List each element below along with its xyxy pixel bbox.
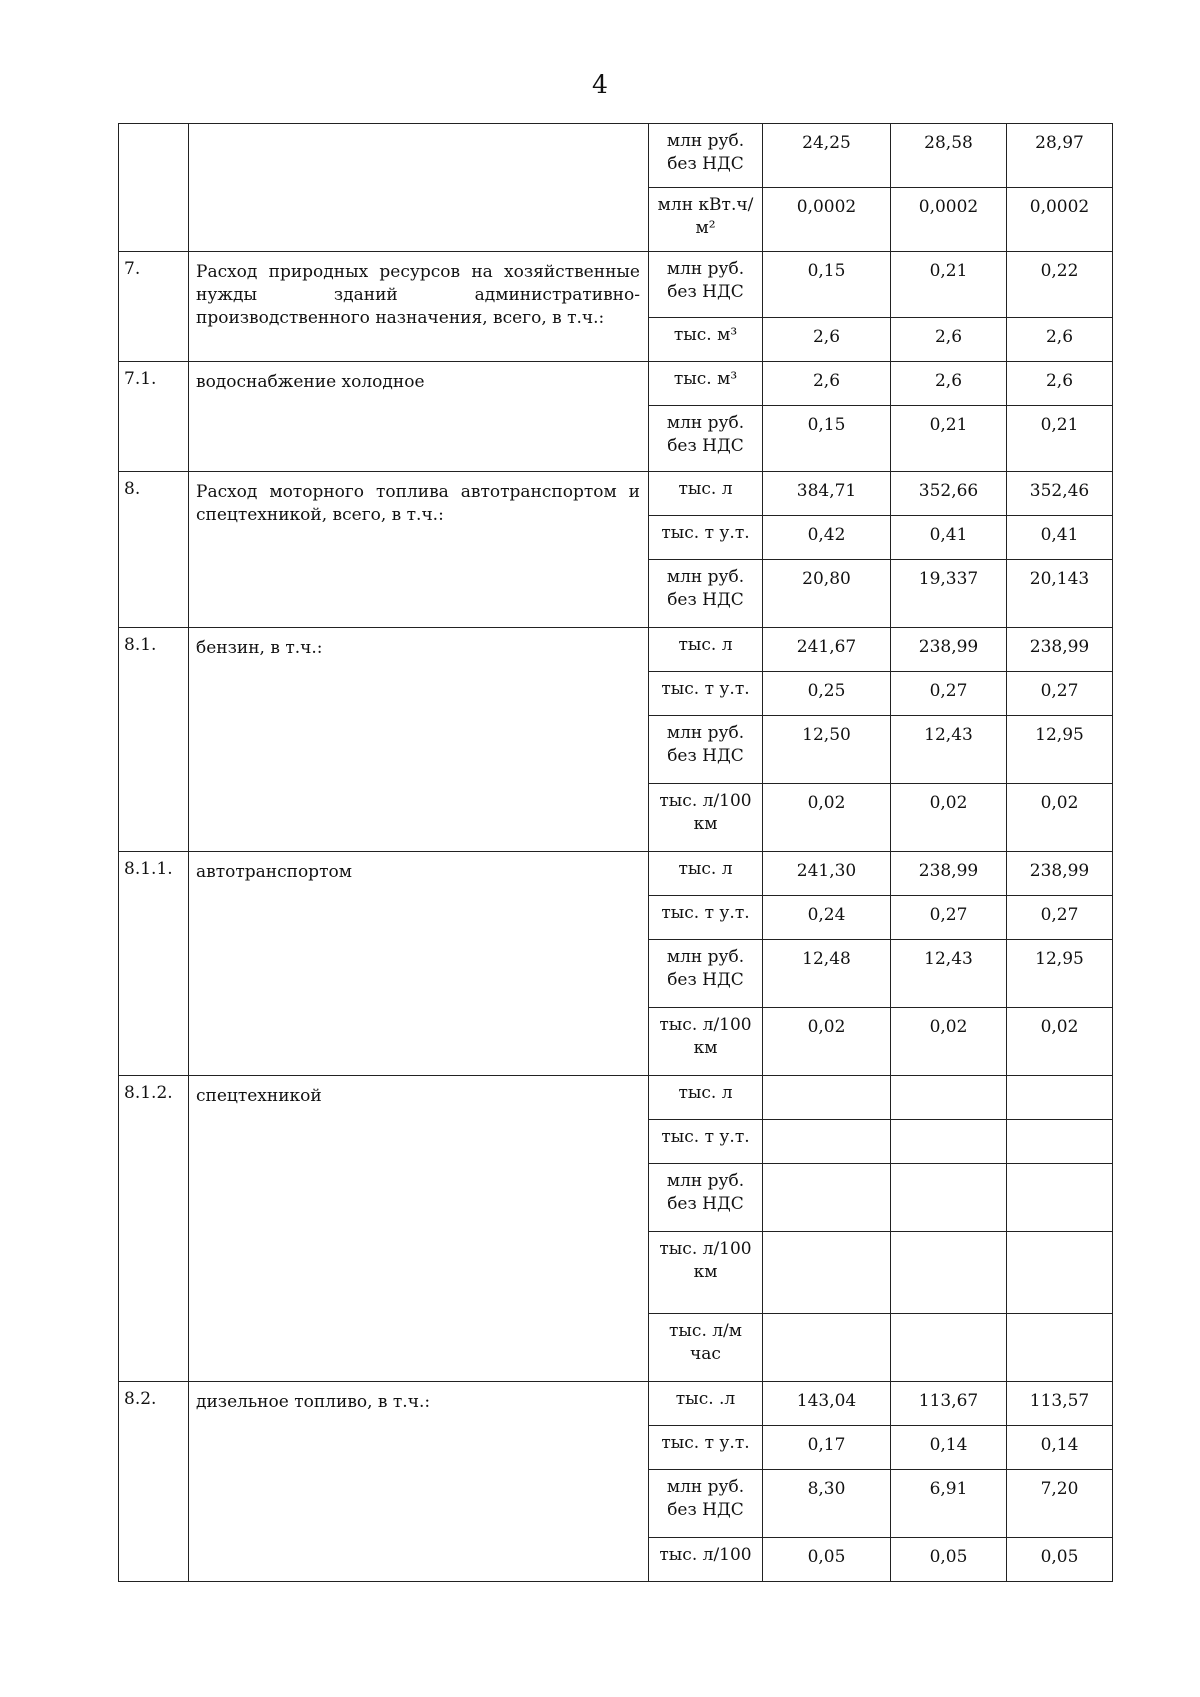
table-row [119,852,1113,896]
value-cell: 238,99 [1007,852,1113,896]
value-cell [1007,1314,1113,1382]
value-cell: 0,14 [891,1426,1007,1470]
resource-table [118,123,1113,1582]
value-cell: 0,02 [1007,784,1113,852]
value-cell: 0,0002 [891,188,1007,252]
item-description: водоснабжение холодное [189,362,649,472]
value-cell: 7,20 [1007,1470,1113,1538]
value-cell: 2,6 [891,362,1007,406]
value-cell: 0,41 [891,516,1007,560]
value-cell: 12,43 [891,716,1007,784]
unit-cell: тыс. т у.т. [649,672,763,716]
unit-cell: млн руб. без НДС [649,406,763,472]
item-description: Расход природных ресурсов на хозяйственные нужды зданий административно-производственного назначения, всего, в т.ч.: [189,252,649,362]
table-row [119,472,1113,516]
item-description: бензин, в т.ч.: [189,628,649,852]
value-cell: 2,6 [1007,362,1113,406]
value-cell: 0,0002 [1007,188,1113,252]
value-cell: 0,02 [891,784,1007,852]
unit-cell: тыс. л/м час [649,1314,763,1382]
unit-cell: млн руб. без НДС [649,1164,763,1232]
value-cell [1007,1164,1113,1232]
value-cell: 2,6 [1007,318,1113,362]
value-cell: 28,58 [891,124,1007,188]
value-cell: 0,22 [1007,252,1113,318]
unit-cell: тыс. л/100 км [649,1008,763,1076]
value-cell: 0,02 [1007,1008,1113,1076]
value-cell: 0,05 [763,1538,891,1582]
table-row [119,1076,1113,1120]
value-cell: 241,30 [763,852,891,896]
value-cell: 0,05 [1007,1538,1113,1582]
value-cell: 0,27 [891,672,1007,716]
value-cell: 384,71 [763,472,891,516]
value-cell: 12,95 [1007,716,1113,784]
value-cell [763,1232,891,1314]
value-cell: 241,67 [763,628,891,672]
value-cell: 20,143 [1007,560,1113,628]
item-number: 8.1. [119,628,189,852]
value-cell: 0,21 [1007,406,1113,472]
value-cell: 0,0002 [763,188,891,252]
value-cell: 0,27 [891,896,1007,940]
value-cell: 8,30 [763,1470,891,1538]
unit-cell: тыс. л [649,852,763,896]
item-number [119,124,189,252]
unit-cell: тыс. .л [649,1382,763,1426]
item-number: 8. [119,472,189,628]
value-cell: 12,50 [763,716,891,784]
value-cell: 2,6 [891,318,1007,362]
value-cell: 0,24 [763,896,891,940]
unit-cell: млн руб. без НДС [649,716,763,784]
value-cell: 0,05 [891,1538,1007,1582]
unit-cell: тыс. л [649,628,763,672]
unit-cell: тыс. м³ [649,362,763,406]
unit-cell: тыс. л/100 [649,1538,763,1582]
unit-cell: тыс. т у.т. [649,896,763,940]
unit-cell: тыс. л/100 км [649,1232,763,1314]
unit-cell: тыс. т у.т. [649,1120,763,1164]
value-cell [1007,1076,1113,1120]
value-cell: 0,15 [763,252,891,318]
value-cell [891,1120,1007,1164]
value-cell [763,1120,891,1164]
value-cell [1007,1232,1113,1314]
value-cell: 12,48 [763,940,891,1008]
value-cell: 143,04 [763,1382,891,1426]
value-cell [763,1076,891,1120]
unit-cell: млн руб. без НДС [649,560,763,628]
item-description: автотранспортом [189,852,649,1076]
value-cell [763,1314,891,1382]
item-description: спецтехникой [189,1076,649,1382]
value-cell [763,1164,891,1232]
unit-cell: тыс. л [649,472,763,516]
table-row [119,252,1113,318]
value-cell: 352,46 [1007,472,1113,516]
value-cell [1007,1120,1113,1164]
unit-cell: млн руб. без НДС [649,124,763,188]
value-cell: 20,80 [763,560,891,628]
value-cell: 2,6 [763,318,891,362]
unit-cell: тыс. т у.т. [649,516,763,560]
value-cell: 113,67 [891,1382,1007,1426]
value-cell: 238,99 [891,628,1007,672]
unit-cell: тыс. л [649,1076,763,1120]
value-cell: 238,99 [1007,628,1113,672]
page-number: 4 [592,70,608,99]
value-cell: 24,25 [763,124,891,188]
unit-cell: млн руб. без НДС [649,1470,763,1538]
value-cell: 0,14 [1007,1426,1113,1470]
item-number: 8.2. [119,1382,189,1582]
value-cell: 0,15 [763,406,891,472]
table-row [119,124,1113,188]
unit-cell: млн руб. без НДС [649,940,763,1008]
item-number: 7. [119,252,189,362]
item-description: Расход моторного топлива автотранспортом и спецтехникой, всего, в т.ч.: [189,472,649,628]
value-cell: 0,21 [891,406,1007,472]
value-cell: 0,25 [763,672,891,716]
value-cell: 0,42 [763,516,891,560]
value-cell: 0,02 [763,784,891,852]
value-cell: 0,02 [763,1008,891,1076]
value-cell: 0,27 [1007,896,1113,940]
value-cell: 2,6 [763,362,891,406]
item-description: дизельное топливо, в т.ч.: [189,1382,649,1582]
value-cell: 0,02 [891,1008,1007,1076]
item-number: 8.1.2. [119,1076,189,1382]
value-cell: 0,27 [1007,672,1113,716]
value-cell: 12,43 [891,940,1007,1008]
value-cell: 113,57 [1007,1382,1113,1426]
unit-cell: млн кВт.ч/м² [649,188,763,252]
item-description [189,124,649,252]
table-row [119,628,1113,672]
unit-cell: тыс. т у.т. [649,1426,763,1470]
unit-cell: млн руб. без НДС [649,252,763,318]
value-cell [891,1164,1007,1232]
value-cell: 0,21 [891,252,1007,318]
value-cell: 6,91 [891,1470,1007,1538]
value-cell [891,1232,1007,1314]
item-number: 8.1.1. [119,852,189,1076]
table-row [119,1382,1113,1426]
item-number: 7.1. [119,362,189,472]
value-cell: 352,66 [891,472,1007,516]
value-cell [891,1076,1007,1120]
value-cell: 238,99 [891,852,1007,896]
value-cell: 0,41 [1007,516,1113,560]
unit-cell: тыс. л/100 км [649,784,763,852]
unit-cell: тыс. м³ [649,318,763,362]
value-cell: 12,95 [1007,940,1113,1008]
value-cell: 28,97 [1007,124,1113,188]
table-row [119,362,1113,406]
value-cell [891,1314,1007,1382]
value-cell: 19,337 [891,560,1007,628]
value-cell: 0,17 [763,1426,891,1470]
